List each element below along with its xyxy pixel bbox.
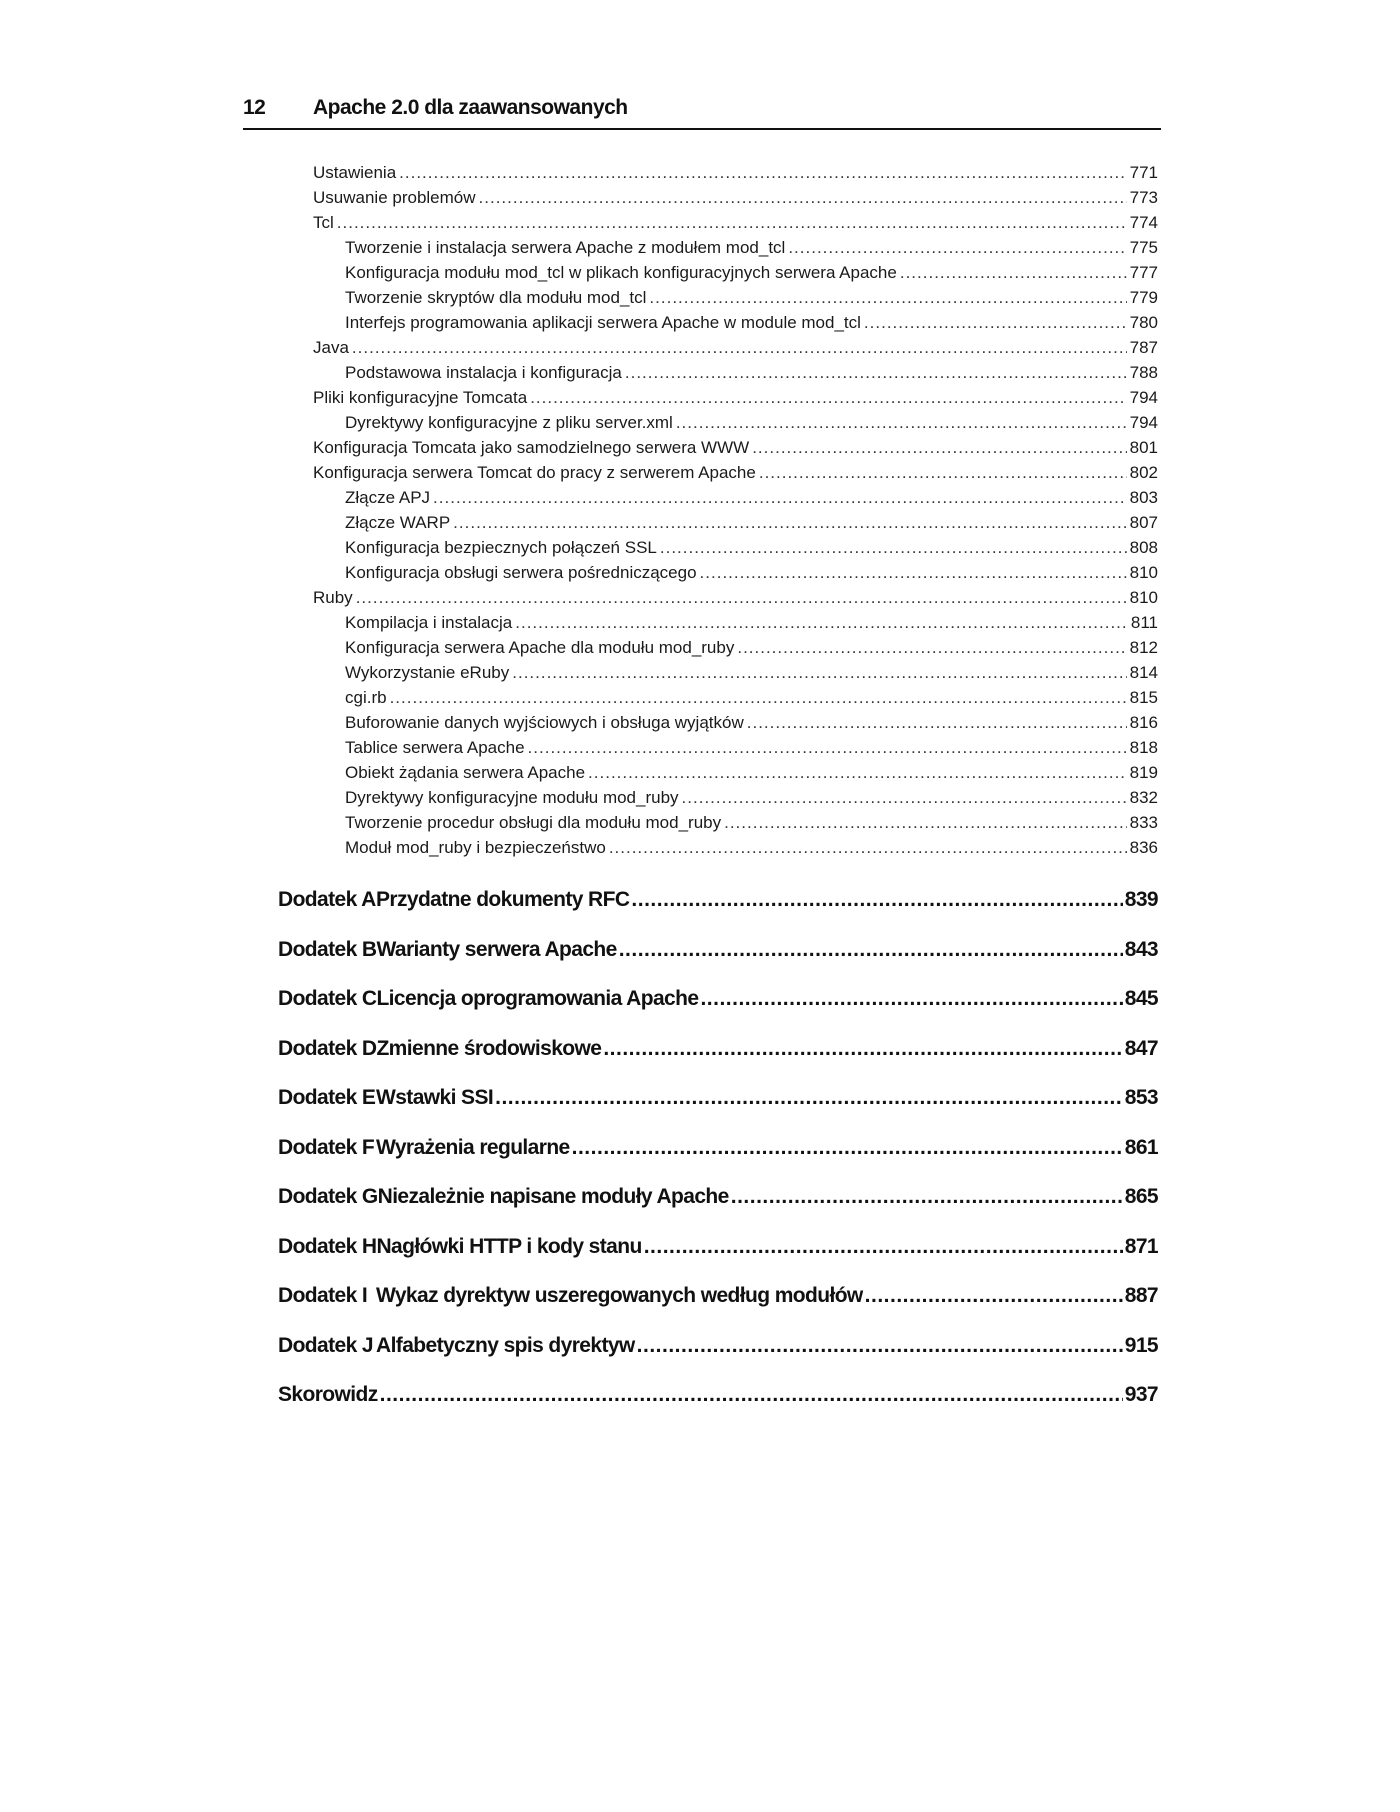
appendix-title: Wykaz dyrektyw uszeregowanych według modułów xyxy=(376,1284,863,1307)
dot-leader xyxy=(900,260,1127,285)
toc-entry-page: 802 xyxy=(1129,463,1158,482)
appendix-label: Dodatek I xyxy=(278,1284,368,1307)
dot-leader xyxy=(759,460,1127,485)
toc-entry-title: Wykorzystanie eRuby xyxy=(345,663,510,682)
dot-leader xyxy=(637,1321,1123,1371)
toc-entry-page: 779 xyxy=(1129,288,1158,307)
dot-leader xyxy=(609,835,1127,860)
toc-entry-title: Tablice serwera Apache xyxy=(345,738,525,757)
toc-entry xyxy=(313,210,1158,235)
dot-leader xyxy=(528,735,1127,760)
toc-entry xyxy=(345,285,1158,310)
appendix-entry xyxy=(278,1222,1158,1272)
toc-entry-page: 810 xyxy=(1129,588,1158,607)
toc-entry-title: Złącze WARP xyxy=(345,513,451,532)
appendix-page: 843 xyxy=(1124,937,1158,961)
dot-leader xyxy=(515,610,1128,635)
dot-leader xyxy=(700,560,1127,585)
toc-entry xyxy=(345,360,1158,385)
toc-entry xyxy=(313,160,1158,185)
dot-leader xyxy=(644,1222,1123,1272)
toc-entry-page: 773 xyxy=(1129,188,1158,207)
dot-leader xyxy=(479,185,1127,210)
dot-leader xyxy=(380,1370,1123,1420)
book-title: Apache 2.0 dla zaawansowanych xyxy=(313,96,628,119)
dot-leader xyxy=(625,360,1127,385)
appendix-entry xyxy=(278,1172,1158,1222)
toc-entry xyxy=(345,685,1158,710)
toc-entry-page: 808 xyxy=(1129,538,1158,557)
appendix-title: Wstawki SSI xyxy=(376,1086,494,1109)
dot-leader xyxy=(433,485,1127,510)
toc-entry xyxy=(345,760,1158,785)
toc-entry-title: Konfiguracja serwera Tomcat do pracy z serwerem Apache xyxy=(313,463,756,482)
toc-entry-title: Tworzenie i instalacja serwera Apache z modułem mod_tcl xyxy=(345,238,786,257)
toc-entry-title: Konfiguracja Tomcata jako samodzielnego serwera WWW xyxy=(313,438,750,457)
appendix-label: Dodatek C xyxy=(278,987,377,1010)
appendix-page: 847 xyxy=(1124,1036,1158,1060)
toc-entry xyxy=(313,385,1158,410)
toc-entry-page: 815 xyxy=(1129,688,1158,707)
toc-entry xyxy=(345,835,1158,860)
appendix-page: 839 xyxy=(1124,888,1158,911)
appendix-label: Dodatek J xyxy=(278,1333,373,1357)
appendix-entry xyxy=(278,875,1158,925)
appendix-label: Dodatek F xyxy=(278,1135,375,1159)
page-number: 12 xyxy=(243,96,266,119)
dot-leader xyxy=(588,760,1127,785)
toc-entry-title: Pliki konfiguracyjne Tomcata xyxy=(313,388,528,407)
appendix-page: 871 xyxy=(1124,1234,1158,1258)
appendix-title: Nagłówki HTTP i kody stanu xyxy=(376,1234,642,1258)
toc-entries xyxy=(0,160,1400,860)
dot-leader xyxy=(864,310,1127,335)
toc-entry-title: Kompilacja i instalacja xyxy=(345,613,513,632)
toc-entry-page: 819 xyxy=(1129,763,1158,782)
dot-leader xyxy=(752,435,1126,460)
toc-entry-title: Konfiguracja modułu mod_tcl w plikach konfiguracyjnych serwera Apache xyxy=(345,263,897,282)
appendix-title: Skorowidz xyxy=(278,1383,378,1406)
toc-entry xyxy=(345,735,1158,760)
dot-leader xyxy=(453,510,1126,535)
appendix-title: Wyrażenia regularne xyxy=(376,1135,570,1159)
appendix-entry xyxy=(278,925,1158,975)
dot-leader xyxy=(399,160,1126,185)
toc-entry-page: 794 xyxy=(1129,413,1158,432)
toc-entry-title: Dyrektywy konfiguracyjne z pliku server.xml xyxy=(345,413,673,432)
toc-entry-title: Ustawienia xyxy=(313,163,397,182)
toc-entry-title: Java xyxy=(313,338,349,357)
appendix-entry xyxy=(278,1321,1158,1371)
toc-entry xyxy=(313,335,1158,360)
dot-leader xyxy=(788,235,1126,260)
toc-entry-page: 788 xyxy=(1129,363,1158,382)
toc-entry xyxy=(345,485,1158,510)
dot-leader xyxy=(495,1073,1123,1123)
dot-leader xyxy=(631,875,1122,925)
appendix-label: Dodatek A xyxy=(278,888,376,911)
dot-leader xyxy=(660,535,1127,560)
toc-entry xyxy=(345,710,1158,735)
dot-leader xyxy=(356,585,1127,610)
toc-entry-title: Obiekt żądania serwera Apache xyxy=(345,763,586,782)
dot-leader xyxy=(530,385,1126,410)
dot-leader xyxy=(603,1024,1122,1074)
toc-entry xyxy=(345,660,1158,685)
toc-entry xyxy=(345,510,1158,535)
toc-entry xyxy=(345,785,1158,810)
dot-leader xyxy=(352,335,1127,360)
toc-entry xyxy=(345,560,1158,585)
page-header xyxy=(243,94,1161,130)
toc-entry-page: 794 xyxy=(1129,388,1158,407)
appendix-entry xyxy=(278,1370,1158,1420)
toc-entry xyxy=(345,610,1158,635)
toc-entry-title: Podstawowa instalacja i konfiguracja xyxy=(345,363,622,382)
dot-leader xyxy=(865,1271,1123,1321)
toc-entry xyxy=(345,410,1158,435)
toc-entry-title: Złącze APJ xyxy=(345,488,431,507)
appendix-page: 915 xyxy=(1124,1333,1158,1357)
appendix-title: Niezależnie napisane moduły Apache xyxy=(377,1185,729,1208)
dot-leader xyxy=(512,660,1126,685)
appendix-entry xyxy=(278,1271,1158,1321)
appendix-title: Przydatne dokumenty RFC xyxy=(376,888,630,911)
toc-appendices xyxy=(278,875,1158,1420)
appendix-label: Dodatek B xyxy=(278,937,377,961)
dot-leader xyxy=(682,785,1127,810)
toc-entry-page: 777 xyxy=(1129,263,1158,282)
toc-entry-page: 803 xyxy=(1129,488,1158,507)
dot-leader xyxy=(337,210,1127,235)
appendix-page: 853 xyxy=(1124,1086,1158,1109)
appendix-label: Dodatek G xyxy=(278,1185,378,1208)
toc-entry xyxy=(345,810,1158,835)
toc-entry xyxy=(345,535,1158,560)
appendix-title: Alfabetyczny spis dyrektyw xyxy=(376,1333,635,1357)
appendix-page: 861 xyxy=(1124,1135,1158,1159)
toc-entry xyxy=(313,185,1158,210)
appendix-entry xyxy=(278,1024,1158,1074)
appendix-page: 887 xyxy=(1124,1284,1158,1307)
toc-entry-page: 818 xyxy=(1129,738,1158,757)
toc-entry-title: Konfiguracja serwera Apache dla modułu mod_ruby xyxy=(345,638,735,657)
toc-entry-page: 832 xyxy=(1129,788,1158,807)
appendix-label: Dodatek D xyxy=(278,1036,377,1060)
toc-entry-title: Interfejs programowania aplikacji serwera Apache w module mod_tcl xyxy=(345,313,861,332)
toc-entry-page: 771 xyxy=(1129,163,1158,182)
dot-leader xyxy=(724,810,1127,835)
toc-entry-title: cgi.rb xyxy=(345,688,387,707)
appendix-label: Dodatek E xyxy=(278,1086,376,1109)
toc-entry-title: Tworzenie skryptów dla modułu mod_tcl xyxy=(345,288,647,307)
toc-entry-title: Usuwanie problemów xyxy=(313,188,476,207)
toc-entry-page: 810 xyxy=(1129,563,1158,582)
appendix-entry xyxy=(278,1073,1158,1123)
appendix-page: 845 xyxy=(1124,987,1158,1010)
dot-leader xyxy=(737,635,1126,660)
toc-entry-title: Konfiguracja obsługi serwera pośredniczącego xyxy=(345,563,697,582)
dot-leader xyxy=(676,410,1127,435)
dot-leader xyxy=(619,925,1123,975)
toc-entry-page: 774 xyxy=(1129,213,1158,232)
appendix-entry xyxy=(278,974,1158,1024)
dot-leader xyxy=(747,710,1127,735)
dot-leader xyxy=(572,1123,1123,1173)
toc-entry-page: 787 xyxy=(1129,338,1158,357)
dot-leader xyxy=(731,1172,1123,1222)
appendix-title: Zmienne środowiskowe xyxy=(376,1036,602,1060)
toc-entry-page: 807 xyxy=(1129,513,1158,532)
toc-entry-title: Buforowanie danych wyjściowych i obsługa wyjątków xyxy=(345,713,744,732)
appendix-title: Warianty serwera Apache xyxy=(376,937,617,961)
appendix-page: 937 xyxy=(1124,1383,1158,1406)
toc-entry-title: Dyrektywy konfiguracyjne modułu mod_ruby xyxy=(345,788,679,807)
dot-leader xyxy=(700,974,1122,1024)
appendix-label: Dodatek H xyxy=(278,1234,377,1258)
toc-entry-page: 816 xyxy=(1129,713,1158,732)
appendix-page: 865 xyxy=(1124,1185,1158,1208)
toc-entry-page: 812 xyxy=(1129,638,1158,657)
appendix-entry xyxy=(278,1123,1158,1173)
toc-entry-page: 833 xyxy=(1129,813,1158,832)
toc-entry-title: Konfiguracja bezpiecznych połączeń SSL xyxy=(345,538,657,557)
dot-leader xyxy=(649,285,1126,310)
toc-entry xyxy=(345,260,1158,285)
dot-leader xyxy=(390,685,1127,710)
toc-entry-title: Tworzenie procedur obsługi dla modułu mod_ruby xyxy=(345,813,722,832)
toc-entry xyxy=(345,635,1158,660)
toc-entry-title: Tcl xyxy=(313,213,334,232)
toc-entry-title: Moduł mod_ruby i bezpieczeństwo xyxy=(345,838,606,857)
toc-entry xyxy=(313,585,1158,610)
toc-entry-title: Ruby xyxy=(313,588,353,607)
toc-entry xyxy=(313,460,1158,485)
toc-entry-page: 811 xyxy=(1130,613,1158,632)
toc-entry-page: 801 xyxy=(1129,438,1158,457)
appendix-title: Licencja oprogramowania Apache xyxy=(376,987,699,1010)
toc-entry xyxy=(345,310,1158,335)
toc-entry-page: 780 xyxy=(1129,313,1158,332)
toc-entry-page: 775 xyxy=(1129,238,1158,257)
toc-entry xyxy=(345,235,1158,260)
toc-entry-page: 814 xyxy=(1129,663,1158,682)
toc-entry-page: 836 xyxy=(1129,838,1158,857)
toc-entry xyxy=(313,435,1158,460)
